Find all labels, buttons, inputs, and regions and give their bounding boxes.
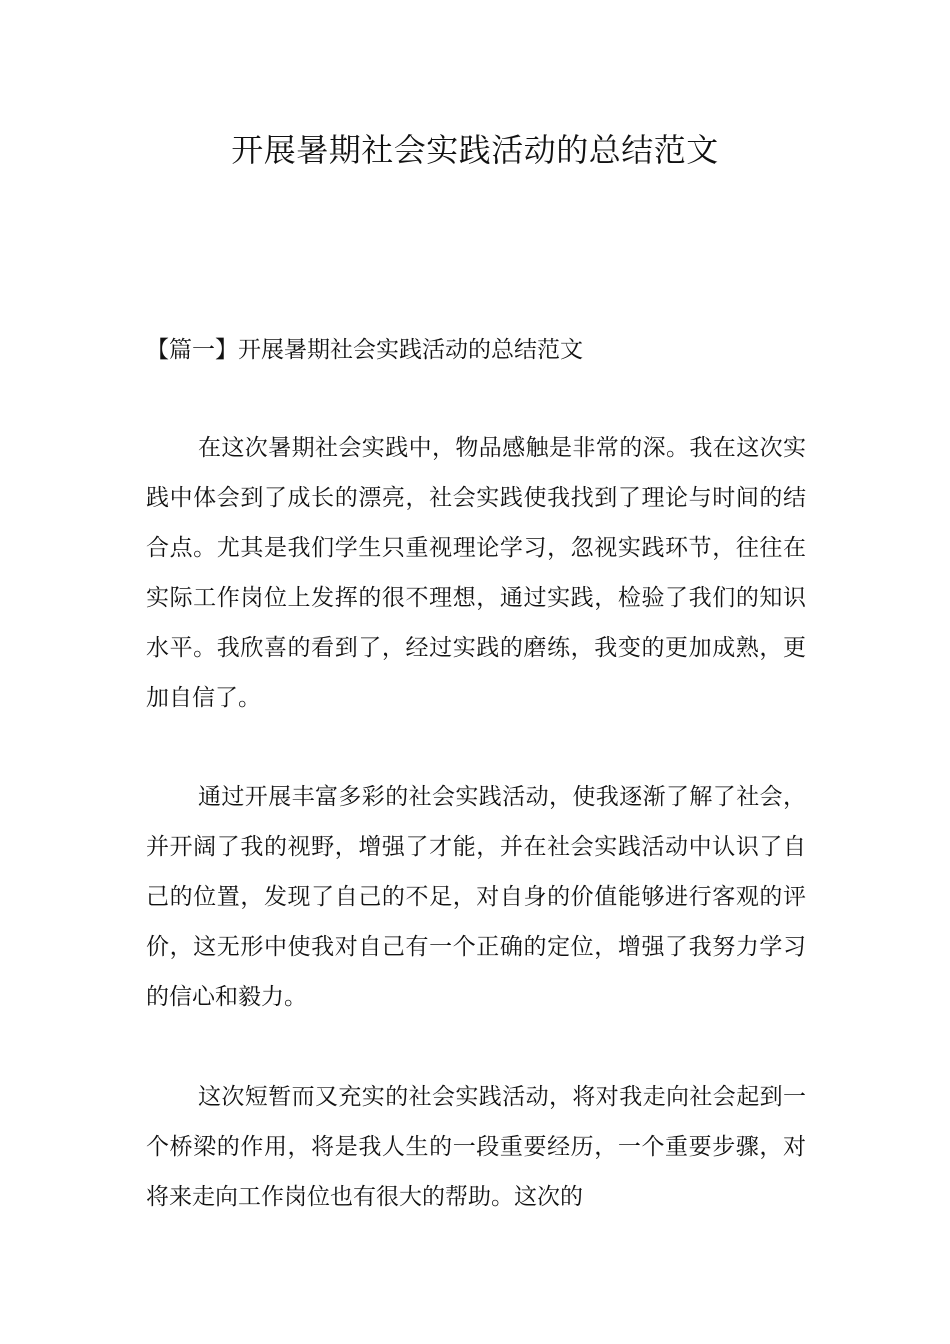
document-title: 开展暑期社会实践活动的总结范文 xyxy=(231,131,719,169)
section-heading: 【篇一】开展暑期社会实践活动的总结范文 xyxy=(146,337,583,363)
paragraph-1: 在这次暑期社会实践中，物品感触是非常的深。我在这次实践中体会到了成长的漂亮，社会实践使我找到了理论与时间的结合点。尤其是我们学生只重视理论学习，忽视实践环节，往往在实际工作岗位上发挥的很不理想，通过实践，检验了我们的知识水平。我欣喜的看到了，经过实践的磨练，我变的更加成熟，更加自信了。 xyxy=(146,435,806,711)
paragraph-3: 这次短暂而又充实的社会实践活动，将对我走向社会起到一个桥梁的作用，将是我人生的一段重要经历，一个重要步骤，对将来走向工作岗位也有很大的帮助。这次的 xyxy=(146,1084,806,1210)
paragraph-2: 通过开展丰富多彩的社会实践活动，使我逐渐了解了社会，并开阔了我的视野，增强了才能，并在社会实践活动中认识了自己的位置，发现了自己的不足，对自身的价值能够进行客观的评价，这无形中使我对自己有一个正确的定位，增强了我努力学习的信心和毅力。 xyxy=(146,784,806,1010)
